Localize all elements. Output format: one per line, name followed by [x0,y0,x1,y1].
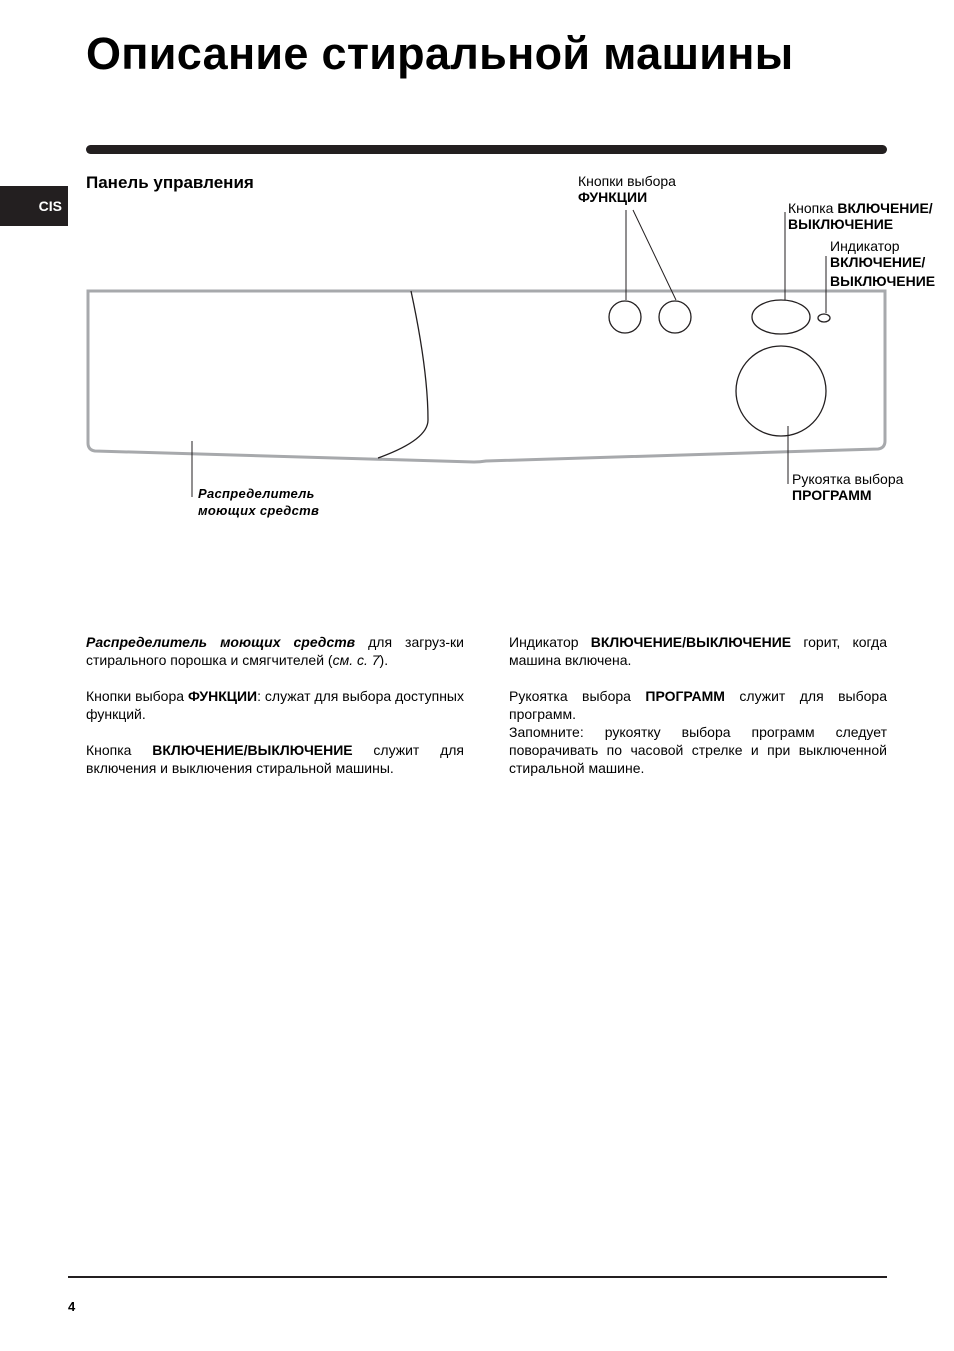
function-button-1 [609,301,641,333]
section-title: Панель управления [86,173,254,192]
page-title: Описание стиральной машины [86,28,794,79]
left-paragraph-2: Кнопки выбора ФУНКЦИИ: служат для выбора доступных функций. [86,688,464,722]
right-column [509,633,887,795]
language-tab: CIS [0,186,68,226]
right-paragraph-2: Рукоятка выбора ПРОГРАММ служит для выбора программ. [509,688,887,722]
right-paragraph-1: Индикатор ВКЛЮЧЕНИЕ/ВЫКЛЮЧЕНИЕ горит, когда машина включена. [509,634,887,668]
indicator-label: Индикатор ВКЛЮЧЕНИЕ/ ВЫКЛЮЧЕНИЕ [830,238,936,289]
footer-divider [68,1276,887,1278]
onoff-button [752,300,810,334]
program-knob [736,346,826,436]
onoff-button-label: Кнопка ВКЛЮЧЕНИЕ/ ВЫКЛЮЧЕНИЕ [788,200,933,232]
function-buttons-label: Кнопки выбора ФУНКЦИИ [578,173,676,205]
right-paragraph-3: Запомните: рукоятку выбора программ следует поворачивать по часовой стрелке и при выключенной стиральной машине. [509,724,887,776]
left-column [86,633,464,795]
left-paragraph-1: Распределитель моющих средств для загруз-ки стирального порошка и смягчителей (см. с. 7). [86,634,464,668]
panel-outline [88,291,885,462]
dispenser-label: Распределитель моющих средств [198,486,320,518]
left-paragraph-3: Кнопка ВКЛЮЧЕНИЕ/ВЫКЛЮЧЕНИЕ служит для включения и выключения стиральной машины. [86,742,464,776]
onoff-indicator [818,314,830,322]
leader-function-2 [633,210,676,300]
dispenser-edge [378,291,428,458]
program-knob-label: Рукоятка выбора ПРОГРАММ [792,471,904,503]
function-button-2 [659,301,691,333]
page-number: 4 [68,1299,76,1314]
